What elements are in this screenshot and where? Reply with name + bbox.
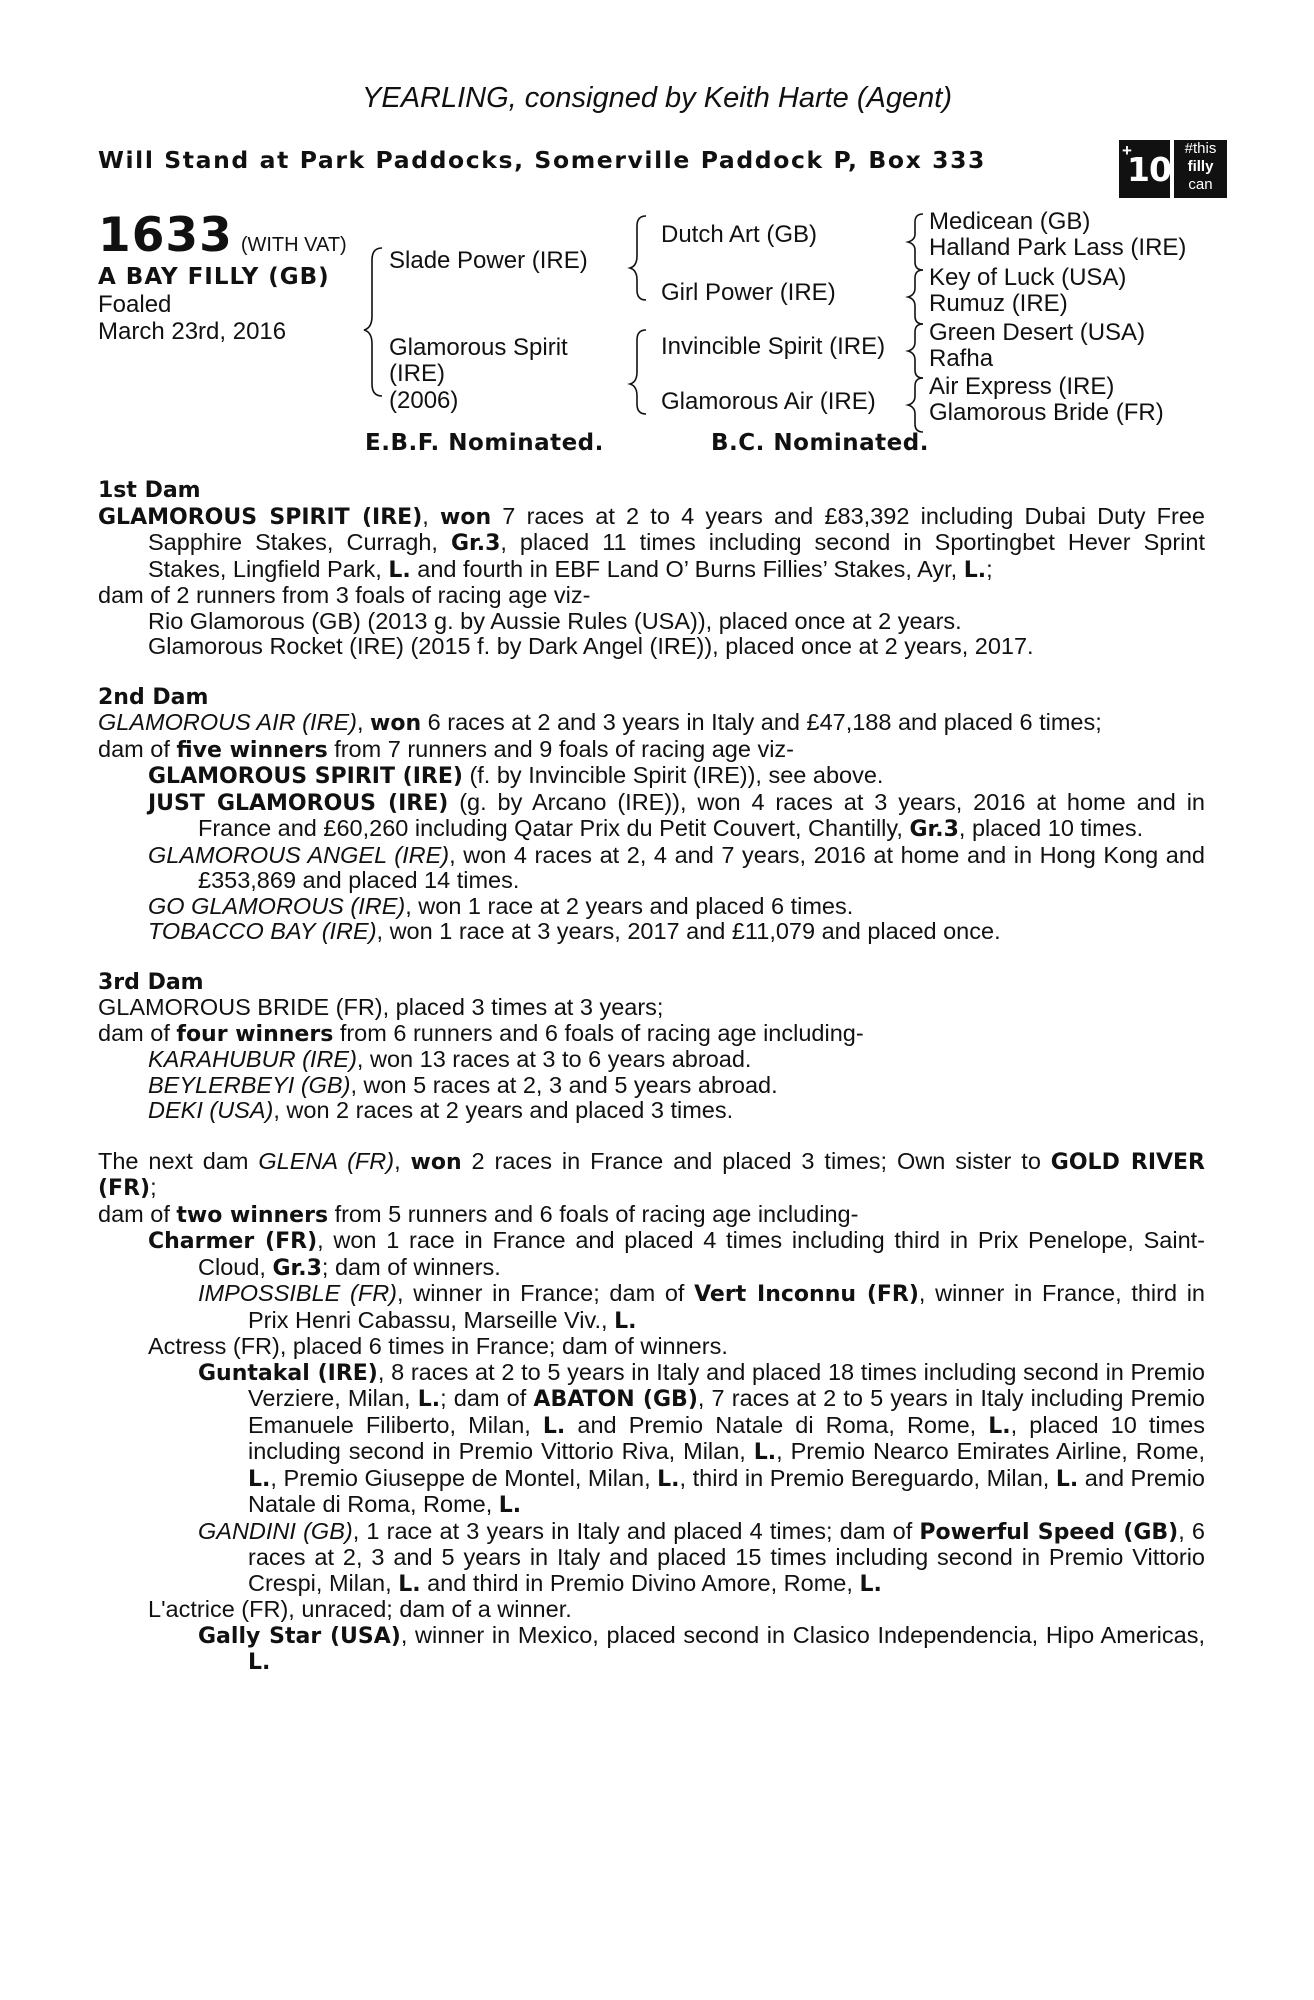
- third-dam-offspring-3: DEKI (USA), won 2 races at 2 years and placed 3 times.: [148, 1097, 734, 1123]
- ancestor-5: Green Desert (USA): [929, 319, 1146, 346]
- ancestor-8: Glamorous Bride (FR): [929, 399, 1164, 426]
- next-dam-summary: dam of two winners from 5 runners and 6 foals of racing age including-: [98, 1200, 859, 1228]
- next-dam-grandoffspring-impossible: IMPOSSIBLE (FR), winner in France; dam of Vert Inconnu (FR), winner in France, third in Prix Henri Cabassu, Marseille Viv., L.: [198, 1280, 1206, 1334]
- first-dam-heading: 1st Dam: [98, 478, 201, 503]
- second-dam-heading: 2nd Dam: [98, 684, 209, 710]
- next-dam-offspring-charmer: Charmer (FR), won 1 race in France and placed 4 times including third in Prix Penelope, Saint-Cloud, Gr.3; dam of winners.: [148, 1227, 1206, 1281]
- pedigree-brackets: [0, 0, 1314, 460]
- stand-location: Will Stand at Park Paddocks, Somerville Paddock P, Box 333: [98, 146, 986, 174]
- second-dam-offspring-4: GO GLAMOROUS (IRE), won 1 race at 2 years and placed 6 times.: [148, 892, 854, 919]
- second-dam-record: GLAMOROUS AIR (IRE), won 6 races at 2 and 3 years in Italy and £47,188 and placed 6 times;: [98, 709, 1102, 736]
- next-dam-record: The next dam GLENA (FR), won 2 races in France and placed 3 times; Own sister to GOLD RIVER (FR);: [98, 1147, 1205, 1201]
- catalogue-body: [98, 478, 1205, 1676]
- sire: Slade Power (IRE): [389, 247, 588, 274]
- third-dam-offspring-1: KARAHUBUR (IRE), won 13 races at 3 to 6 years abroad.: [148, 1046, 752, 1072]
- sire-sire: Dutch Art (GB): [661, 221, 818, 248]
- first-dam-runner-1: Rio Glamorous (GB) (2013 g. by Aussie Rules (USA)), placed once at 2 years.: [148, 607, 962, 634]
- dam-line-2: (IRE): [389, 360, 445, 387]
- first-dam-runner-2: Glamorous Rocket (IRE) (2015 f. by Dark Angel (IRE)), placed once at 2 years, 2017.: [148, 633, 1034, 659]
- ancestor-6: Rafha: [929, 345, 994, 372]
- foaled-date: March 23rd, 2016: [98, 318, 287, 345]
- next-dam-offspring-lactrice: L'actrice (FR), unraced; dam of a winner.: [148, 1596, 572, 1622]
- second-dam-offspring-1: GLAMOROUS SPIRIT (IRE) (f. by Invincible Spirit (IRE)), see above.: [148, 762, 884, 789]
- next-dam-grandoffspring-guntakal: Guntakal (IRE), 8 races at 2 to 5 years in Italy and placed 18 times including second in Premio Verziere, Milan, L.; dam of ABATON (GB), 7 races at 2 to 5 years in Italy including Premio Emanuele Filiberto, Milan, L. and Premio Natale di Roma, Rome, L., placed 10 times including second in Premio Vittorio Riva, Milan, L., Premio Nearco Emirates Airline, Rome, L., Premio Giuseppe de Montel, Milan, L., third in Premio Bereguardo, Milan, L. and Premio Natale di Roma, Rome, L.: [198, 1358, 1206, 1518]
- first-dam-record: GLAMOROUS SPIRIT (IRE), won 7 races at 2 to 4 years and £83,392 including Dubai Duty Free Sapphire Stakes, Curragh, Gr.3, placed 11 times including second in Sportingbet Hever Sprint Stakes, Lingfield Park, L. and fourth in EBF Land O’ Burns Fillies’ Stakes, Ayr, L.;: [98, 502, 1206, 583]
- first-dam-summary: dam of 2 runners from 3 foals of racing age viz-: [98, 582, 591, 608]
- next-dam-grandoffspring-gally-star: Gally Star (USA), winner in Mexico, placed second in Clasico Independencia, Hipo Americas, L.: [198, 1621, 1205, 1675]
- ancestor-4: Rumuz (IRE): [929, 290, 1068, 317]
- horse-name: A BAY FILLY (GB): [98, 264, 330, 290]
- dam-sire: Invincible Spirit (IRE): [661, 333, 886, 360]
- second-dam-offspring-3: GLAMOROUS ANGEL (IRE), won 4 races at 2, 4 and 7 years, 2016 at home and in Hong Kong and £353,869 and placed 14 times.: [148, 841, 1206, 893]
- lot-number: 1633 (WITH VAT): [98, 208, 347, 263]
- dam-line-1: Glamorous Spirit: [389, 334, 568, 361]
- dam-line-3: (2006): [389, 387, 459, 414]
- third-dam-record: GLAMOROUS BRIDE (FR), placed 3 times at 3 years;: [98, 994, 664, 1020]
- this-filly-can-logo: + 10 #this filly can: [1119, 140, 1227, 198]
- foaled-label: Foaled: [98, 291, 172, 318]
- ancestor-3: Key of Luck (USA): [929, 264, 1127, 291]
- third-dam-offspring-2: BEYLERBEYI (GB), won 5 races at 2, 3 and 5 years abroad.: [148, 1071, 778, 1098]
- ancestor-7: Air Express (IRE): [929, 373, 1115, 400]
- page-title: YEARLING, consigned by Keith Harte (Agent): [362, 82, 952, 114]
- second-dam-offspring-5: TOBACCO BAY (IRE), won 1 race at 3 years, 2017 and £11,079 and placed once.: [148, 918, 1001, 944]
- bc-nominated: B.C. Nominated.: [711, 430, 929, 456]
- next-dam-offspring-actress: Actress (FR), placed 6 times in France; dam of winners.: [148, 1333, 728, 1359]
- next-dam-grandoffspring-gandini: GANDINI (GB), 1 race at 3 years in Italy and placed 4 times; dam of Powerful Speed (GB), 6 races at 2, 3 and 5 years in Italy and placed 15 times including second in Premio Vittorio Crespi, Milan, L. and third in Premio Divino Amore, Rome, L.: [198, 1517, 1206, 1597]
- second-dam-offspring-2: JUST GLAMOROUS (IRE) (g. by Arcano (IRE)), won 4 races at 3 years, 2016 at home and in France and £60,260 including Qatar Prix du Petit Couvert, Chantilly, Gr.3, placed 10 times.: [148, 788, 1205, 842]
- second-dam-summary: dam of five winners from 7 runners and 9 foals of racing age viz-: [98, 735, 794, 763]
- third-dam-heading: 3rd Dam: [98, 969, 204, 995]
- ancestor-2: Halland Park Lass (IRE): [929, 234, 1187, 261]
- third-dam-summary: dam of four winners from 6 runners and 6 foals of racing age including-: [98, 1019, 864, 1047]
- ancestor-1: Medicean (GB): [929, 208, 1091, 235]
- ebf-nominated: E.B.F. Nominated.: [365, 430, 604, 456]
- dam-dam: Glamorous Air (IRE): [661, 388, 876, 415]
- sire-dam: Girl Power (IRE): [661, 279, 836, 306]
